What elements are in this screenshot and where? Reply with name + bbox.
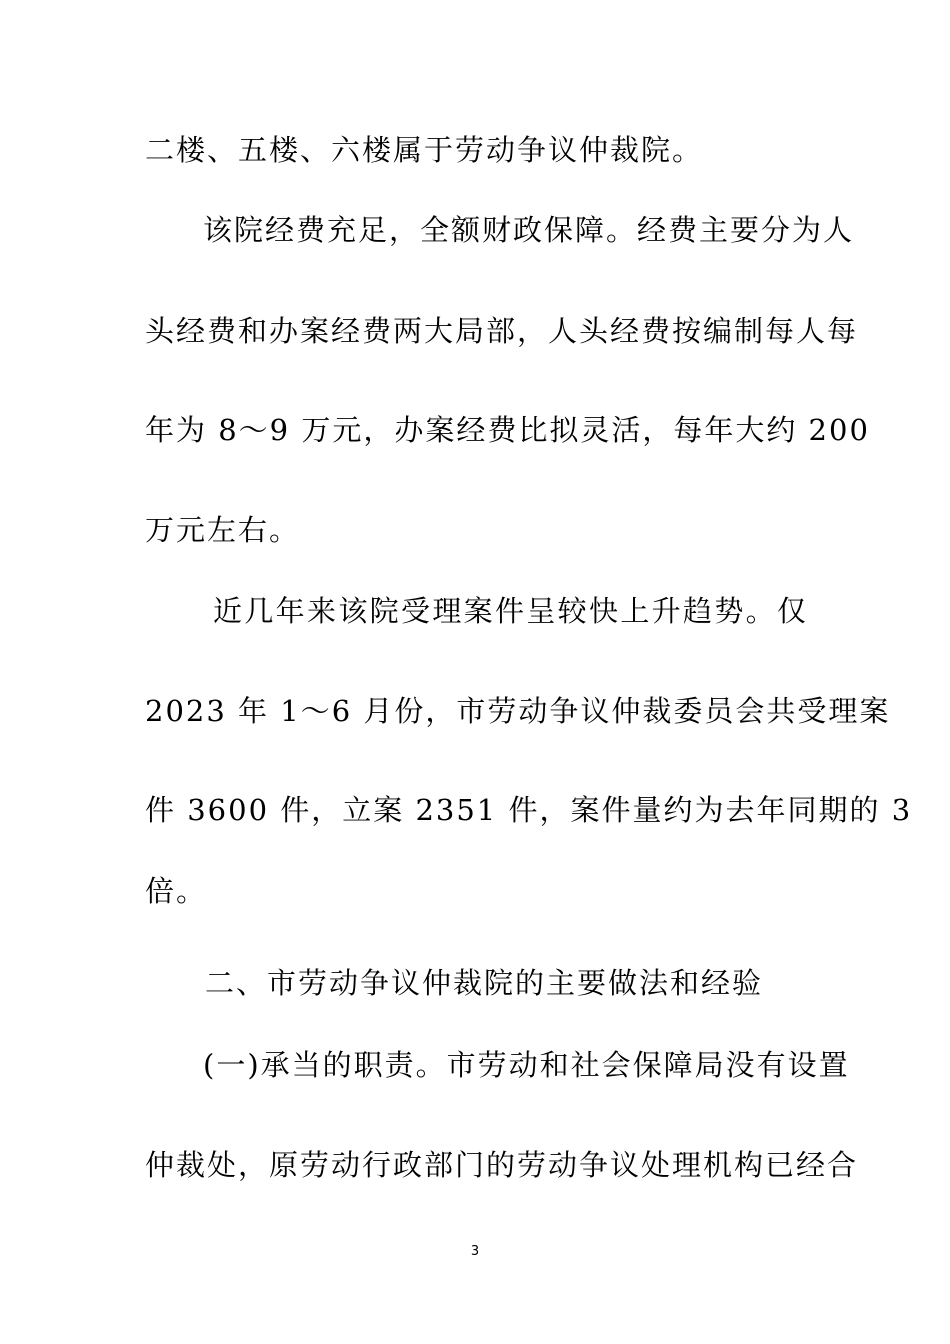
- text-line-8: 件 3600 件，立案 2351 件，案件量约为去年同期的 3: [145, 793, 913, 827]
- text-line-7: 2023 年 1～6 月份，市劳动争议仲裁委员会共受理案: [145, 694, 891, 728]
- text-line-2: 该院经费充足，全额财政保障。经费主要分为人: [203, 213, 855, 247]
- text-line-1: 二楼、五楼、六楼属于劳动争议仲裁院。: [145, 133, 704, 167]
- section-heading: 二、市劳动争议仲裁院的主要做法和经验: [205, 966, 764, 1000]
- text-line-12: 仲裁处，原劳动行政部门的劳动争议处理机构已经合: [145, 1148, 859, 1182]
- text-line-9: 倍。: [145, 874, 208, 908]
- text-line-11: (一)承当的职责。市劳动和社会保障局没有设置: [203, 1048, 850, 1082]
- text-line-6: 近几年来该院受理案件呈较快上升趋势。仅: [213, 594, 808, 628]
- page-number: 3: [470, 1244, 480, 1259]
- text-line-4: 年为 8～9 万元，办案经费比拟灵活，每年大约 200: [145, 413, 870, 447]
- text-line-3: 头经费和办案经费两大局部，人头经费按编制每人每: [145, 314, 859, 348]
- text-line-5: 万元左右。: [145, 513, 301, 547]
